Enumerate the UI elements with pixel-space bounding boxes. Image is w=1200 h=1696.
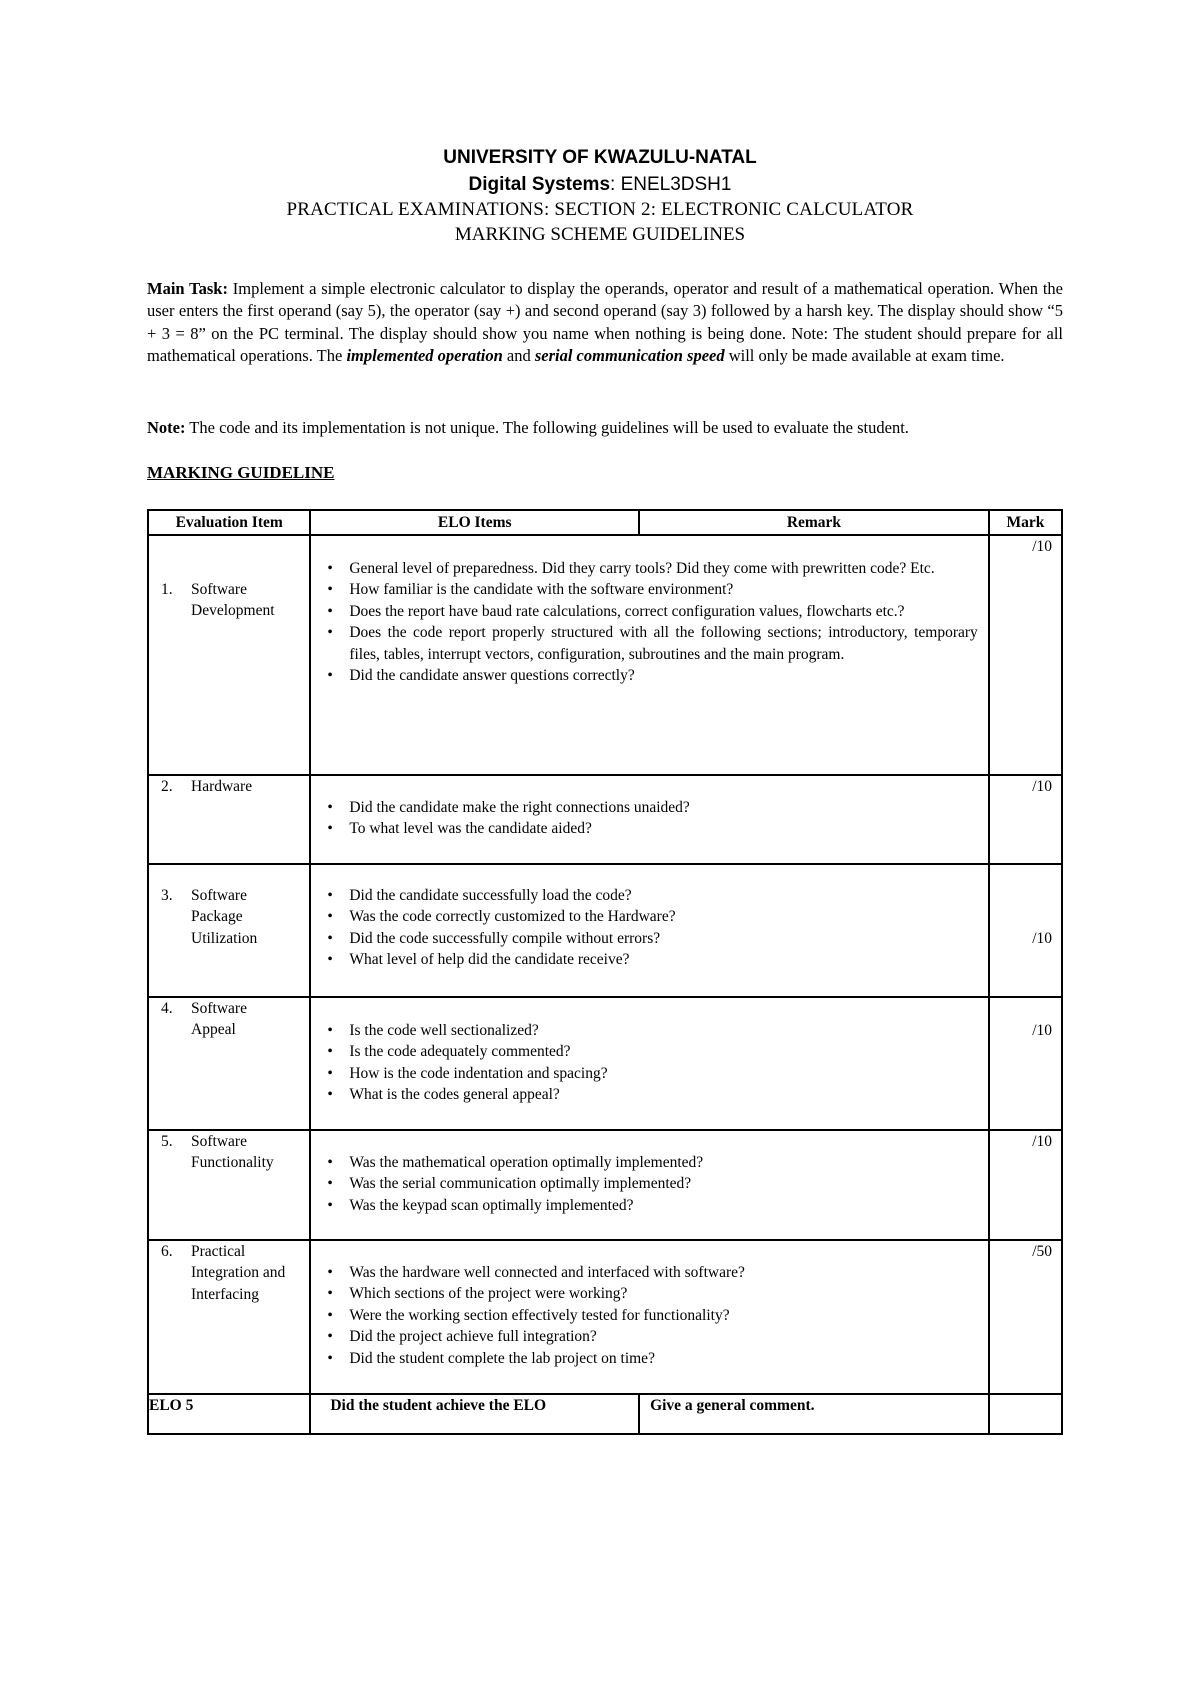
list-item: • Does the report have baud rate calculations, correct configuration values, flowcharts etc.? [325, 601, 977, 623]
list-item: • How is the code indentation and spacing? [325, 1063, 977, 1085]
list-item: • Is the code well sectionalized? [325, 1020, 977, 1042]
footer-mark[interactable] [989, 1394, 1062, 1434]
note-label: Note: [147, 418, 186, 437]
mark-cell: /10 [989, 1130, 1062, 1240]
list-item: • To what level was the candidate aided? [325, 818, 977, 840]
header-remark: Remark [639, 510, 989, 535]
evaluation-item-cell [148, 1130, 310, 1240]
list-item: • Was the mathematical operation optimally implemented? [325, 1152, 977, 1174]
item-number: 3. [161, 886, 173, 904]
item-label: Software Functionality [191, 1132, 274, 1171]
table-row [148, 997, 1062, 1130]
table-row [148, 775, 1062, 864]
evaluation-item-cell [148, 535, 310, 775]
item-number: 6. [161, 1242, 173, 1260]
table-footer-row [148, 1394, 1062, 1434]
evaluation-item-cell [148, 1240, 310, 1394]
course-title [0, 174, 1200, 196]
table-row [148, 1240, 1062, 1394]
mark-cell: /10 [989, 775, 1062, 864]
course-code: : ENEL3DSH1 [610, 174, 732, 195]
course-label: Digital Systems [468, 174, 611, 195]
item-number: 4. [161, 999, 173, 1017]
list-item: • Was the code correctly customized to the Hardware? [325, 906, 977, 928]
list-item: • Did the code successfully compile without errors? [325, 928, 977, 950]
list-item: • Did the project achieve full integration? [325, 1326, 977, 1348]
evaluation-item-cell [148, 864, 310, 997]
footer-elo: ELO 5 [148, 1394, 310, 1434]
header-elo-items: ELO Items [310, 510, 639, 535]
exam-title: PRACTICAL EXAMINATIONS: SECTION 2: ELECTRONIC CALCULATOR [286, 199, 914, 220]
list-item: • Was the serial communication optimally implemented? [325, 1173, 977, 1195]
evaluation-item-cell [148, 775, 310, 864]
footer-comment: Give a general comment. [639, 1394, 989, 1434]
mark-cell [989, 997, 1062, 1130]
main-task-text-and: and [502, 346, 535, 366]
item-number: 5. [161, 1132, 173, 1150]
list-item: • Did the candidate make the right connections unaided? [325, 797, 977, 819]
elo-items-cell [310, 1240, 988, 1394]
list-item: • Was the keypad scan optimally implemented? [325, 1195, 977, 1217]
header-mark: Mark [989, 510, 1062, 535]
main-task-text: Implement a simple electronic calculator to display the operands, operator and result of a mathematical operation. When the user enters the first operand (say 5), the operator (say +) and second operand (say 3) followed by a harsh key. The display should show “5 + 3 = 8” on the PC terminal. The display should show you name when nothing is being done. Note: The student should prepare for all mathematical operations. The [147, 279, 1064, 366]
item-label: Practical Integration and Interfacing [191, 1242, 286, 1303]
list-item: • What level of help did the candidate receive? [325, 949, 977, 971]
footer-question: Did the student achieve the ELO [310, 1394, 639, 1434]
main-task-emphasis-operation: implemented operation [346, 346, 503, 366]
mark-cell: /10 [989, 535, 1062, 775]
evaluation-item-cell [148, 997, 310, 1130]
list-item: • Did the candidate answer questions correctly? [325, 665, 977, 687]
mark-cell [989, 864, 1062, 997]
item-label: Software Package Utilization [191, 886, 258, 947]
list-item: • How familiar is the candidate with the software environment? [325, 579, 977, 601]
note-text: The code and its implementation is not unique. The following guidelines will be used to evaluate the student. [185, 418, 909, 437]
mark-cell: /50 [989, 1240, 1062, 1394]
elo-items-cell [310, 775, 988, 864]
main-task-paragraph [147, 278, 1063, 368]
list-item: • Is the code adequately commented? [325, 1041, 977, 1063]
list-item: • Which sections of the project were working? [325, 1283, 977, 1305]
list-item: • Was the hardware well connected and interfaced with software? [325, 1262, 977, 1284]
table-row [148, 535, 1062, 775]
list-item: • Does the code report properly structured with all the following sections; introductory, temporary files, tables, interrupt vectors, configuration, subroutines and the main program. [325, 622, 977, 665]
main-task-text-end: will only be made available at exam time. [724, 346, 1005, 366]
item-label: Software Appeal [191, 999, 247, 1038]
table-row [148, 864, 1062, 997]
note-paragraph [147, 417, 1063, 439]
list-item: • Were the working section effectively tested for functionality? [325, 1305, 977, 1327]
item-number: 2. [161, 777, 173, 795]
mark-value: /10 [1032, 929, 1052, 947]
list-item: • What is the codes general appeal? [325, 1084, 977, 1106]
mark-value: /10 [1032, 1021, 1052, 1039]
item-label: Software Development [191, 580, 275, 619]
table-row [148, 1130, 1062, 1240]
item-label: Hardware [191, 777, 253, 795]
list-item: • General level of preparedness. Did they carry tools? Did they come with prewritten code? Etc. [325, 558, 977, 580]
scheme-title: MARKING SCHEME GUIDELINES [454, 224, 746, 245]
list-item: • Did the candidate successfully load the code? [325, 885, 977, 907]
elo-items-cell [310, 535, 988, 775]
main-task-label: Main Task: [147, 279, 228, 298]
marking-guideline-title: MARKING GUIDELINE [147, 463, 335, 482]
elo-items-cell [310, 864, 988, 997]
university-title: UNIVERSITY OF KWAZULU-NATAL [443, 147, 757, 168]
main-task-emphasis-speed: serial communication speed [534, 346, 725, 366]
list-item: • Did the student complete the lab project on time? [325, 1348, 977, 1370]
elo-items-cell [310, 997, 988, 1130]
item-number: 1. [161, 580, 173, 598]
header-evaluation-item: Evaluation Item [148, 510, 310, 535]
elo-items-cell [310, 1130, 988, 1240]
table-header-row [148, 510, 1062, 535]
marking-table [147, 509, 1063, 1435]
